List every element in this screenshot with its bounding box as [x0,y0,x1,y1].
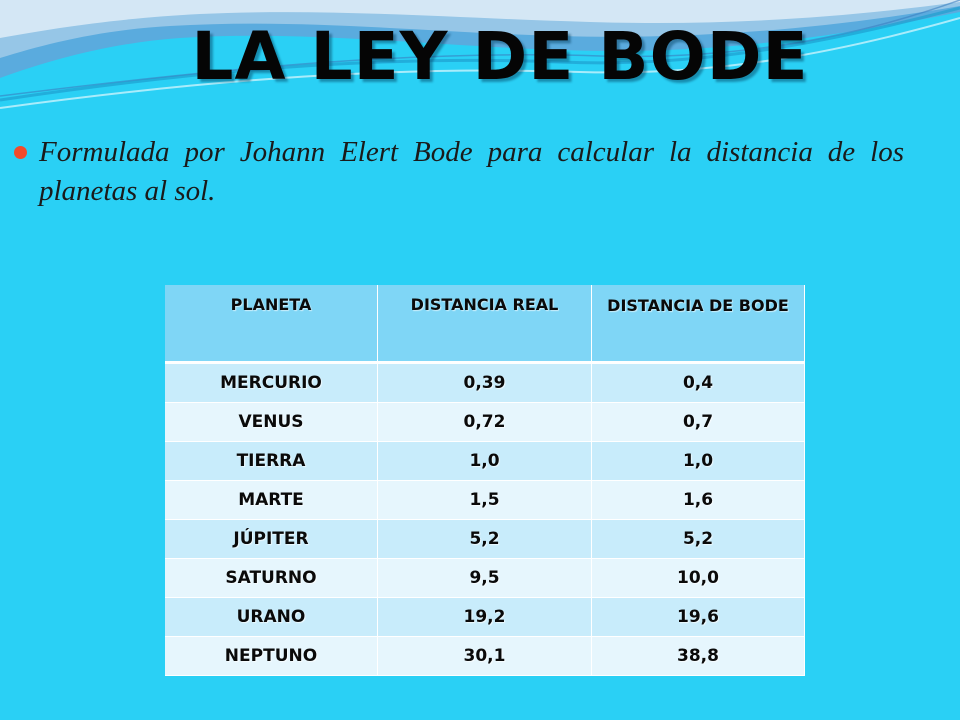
table-row [165,363,805,403]
header-distancia-bode: DISTANCIA DE BODE [592,285,805,363]
cell-distancia-bode: 0,4 [592,363,805,403]
cell-distancia-bode: 10,0 [592,559,805,598]
cell-distancia-real: 30,1 [378,637,592,676]
cell-planeta: VENUS [165,403,378,442]
cell-planeta: TIERRA [165,442,378,481]
cell-planeta: MERCURIO [165,363,378,403]
bode-table [165,285,805,676]
table-row [165,559,805,598]
table-row [165,481,805,520]
cell-distancia-bode: 38,8 [592,637,805,676]
cell-distancia-real: 19,2 [378,598,592,637]
cell-planeta: SATURNO [165,559,378,598]
table-row [165,637,805,676]
table-row [165,403,805,442]
bullet-item [14,133,904,211]
bullet-dot-icon [14,146,27,159]
cell-planeta: NEPTUNO [165,637,378,676]
cell-distancia-bode: 1,6 [592,481,805,520]
cell-distancia-real: 0,39 [378,363,592,403]
cell-planeta: MARTE [165,481,378,520]
table-row [165,598,805,637]
cell-distancia-bode: 5,2 [592,520,805,559]
cell-distancia-real: 1,0 [378,442,592,481]
cell-distancia-real: 5,2 [378,520,592,559]
bullet-text: Formulada por Johann Elert Bode para calcular la distancia de los planetas al sol. [39,136,904,207]
cell-planeta: JÚPITER [165,520,378,559]
table-row [165,520,805,559]
cell-distancia-real: 0,72 [378,403,592,442]
cell-planeta: URANO [165,598,378,637]
page-title: LA LEY DE BODE [191,18,809,95]
cell-distancia-real: 1,5 [378,481,592,520]
cell-distancia-bode: 19,6 [592,598,805,637]
cell-distancia-bode: 0,7 [592,403,805,442]
cell-distancia-bode: 1,0 [592,442,805,481]
cell-distancia-real: 9,5 [378,559,592,598]
header-distancia-real: DISTANCIA REAL [378,285,592,363]
table-row [165,442,805,481]
table-header-row [165,285,805,363]
header-planeta: PLANETA [165,285,378,363]
